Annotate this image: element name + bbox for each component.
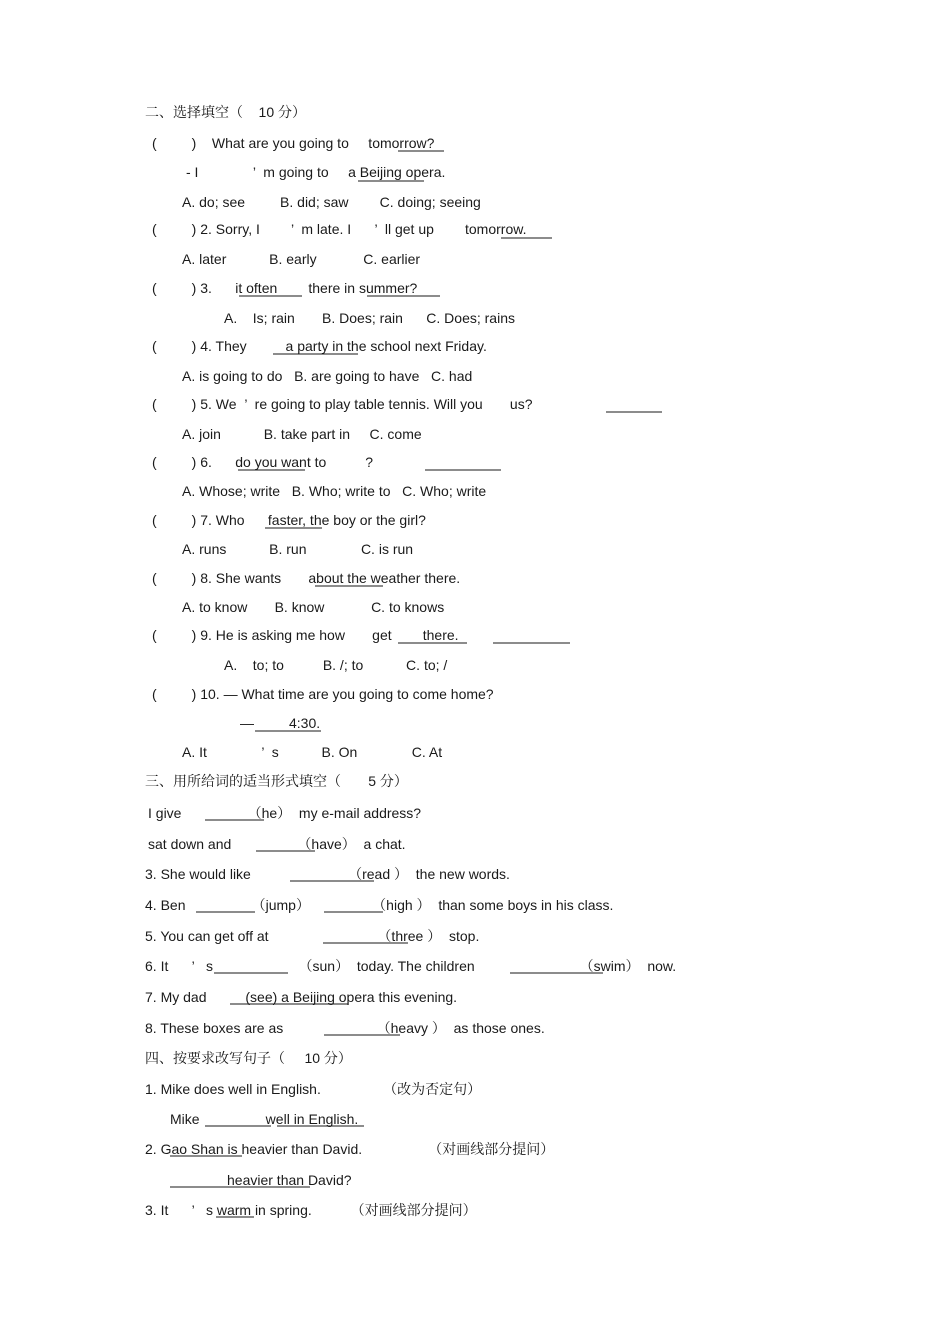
fill-item-8: 8. These boxes are as （heavy ） as those ones. [145,1020,545,1036]
q9-stem: ( ) 9. He is asking me how get there. [152,627,459,643]
q2-options: A. later B. early C. earlier [182,251,421,267]
section-4-title: 四、按要求改写句子（ 10 分） [145,1050,352,1066]
q2-stem: ( ) 2. Sorry, I ’ m late. I ’ ll get up tomorrow. [152,221,527,237]
q5-options: A. join B. take part in C. come [182,426,422,442]
fill-item-3: 3. She would like （read ） the new words. [145,866,510,882]
q10-response: — 4:30. [240,715,321,731]
q8-options: A. to know B. know C. to knows [182,599,445,615]
q7-stem: ( ) 7. Who faster, the boy or the girl? [152,512,426,528]
fill-item-5: 5. You can get off at （three ） stop. [145,928,480,944]
section-3-title: 三、用所给词的适当形式填空（ 5 分） [145,773,408,789]
fill-item-2: sat down and （have） a chat. [148,836,406,852]
q1-options: A. do; see B. did; saw C. doing; seeing [182,194,481,210]
fill-item-6: 6. It ’ s （sun） today. The children （swim） now. [145,958,677,974]
rewrite-item-2: 2. Gao Shan is heavier than David. （对画线部分提问） [145,1141,555,1157]
fill-item-1: I give （he） my e-mail address? [148,805,422,821]
fill-item-7: 7. My dad (see) a Beijing opera this evening. [145,989,458,1005]
q4-options: A. is going to do B. are going to have C. had [182,368,473,384]
q8-stem: ( ) 8. She wants about the weather there. [152,570,461,586]
q3-stem: ( ) 3. it often there in summer? [152,280,418,296]
q1-response: - I ’ m going to a Beijing opera. [186,164,446,180]
q5-stem: ( ) 5. We ’ re going to play table tennis. Will you us? [152,396,533,412]
q4-stem: ( ) 4. They a party in the school next Friday. [152,338,487,354]
section-2-title: 二、选择填空（ 10 分） [145,104,307,120]
fill-item-4: 4. Ben （jump） （high ） than some boys in his class. [145,897,614,913]
q1-stem: ( ) What are you going to tomorrow? [152,135,435,151]
q7-options: A. runs B. run C. is run [182,541,414,557]
q10-options: A. It ’ s B. On C. At [182,744,443,760]
rewrite-item-2-answer: heavier than David? [227,1172,352,1188]
q9-options: A. to; to B. /; to C. to; / [224,657,448,673]
rewrite-item-1: 1. Mike does well in English. （改为否定句） [145,1081,482,1097]
rewrite-item-1-answer: Mike well in English. [170,1111,359,1127]
q6-options: A. Whose; write B. Who; write to C. Who; write [182,483,487,499]
rewrite-item-3: 3. It ’ s warm in spring. （对画线部分提问） [145,1202,477,1218]
q10-stem: ( ) 10. — What time are you going to come home? [152,686,494,702]
q3-options: A. Is; rain B. Does; rain C. Does; rains [224,310,515,326]
q6-stem: ( ) 6. do you want to ? [152,454,373,470]
